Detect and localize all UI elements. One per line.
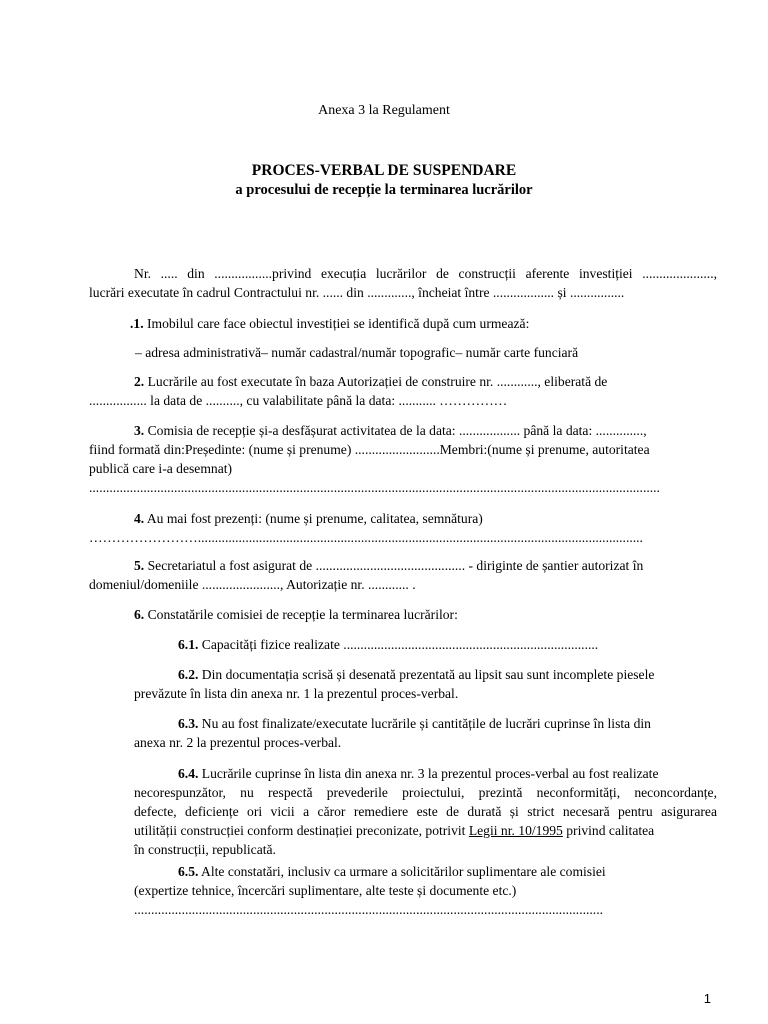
section-6-line <box>89 605 717 624</box>
section-6-3-text-1: Nu au fost finalizate/executate lucrările și cantitățile de lucrări cuprinse în lista din <box>198 716 651 731</box>
section-6-4 <box>134 764 717 859</box>
section-1-text: Imobilul care face obiectul investiției se identifică după cum urmează: <box>143 316 530 331</box>
section-5-text-1: Secretariatul a fost asigurat de ............................................ - diriginte de șantier autorizat în <box>144 558 644 573</box>
section-3 <box>89 421 717 497</box>
section-6-5-line-1 <box>134 862 717 881</box>
section-4-line-2: ……………………................................................................................................................................... <box>89 530 643 545</box>
section-6-1-line <box>134 635 717 654</box>
page-number: 1 <box>703 991 711 1006</box>
section-6-1-text: Capacități fizice realizate ........................................................................... <box>198 637 599 652</box>
section-1 <box>89 314 717 333</box>
section-6-4-text-4b: privind calitatea <box>562 823 655 838</box>
section-6-2-text-1: Din documentația scrisă și desenată prezentată au lipsit sau sunt incomplete piesele <box>198 667 655 682</box>
section-3-line-1 <box>89 421 717 440</box>
section-6-4-line-4 <box>134 821 717 840</box>
section-6-4-number: 6.4. <box>178 766 199 781</box>
section-6-5-number: 6.5. <box>178 864 199 879</box>
section-6-3-line-2: anexa nr. 2 la prezentul proces-verbal. <box>134 735 342 750</box>
intro-paragraph <box>89 264 717 302</box>
section-6-4-line-5: în construcții, republicată. <box>134 842 276 857</box>
section-6-3 <box>134 714 717 752</box>
section-6-number: 6. <box>134 607 145 622</box>
section-4-number: 4. <box>134 511 145 526</box>
section-6-5-line-3: .......................................................................................................................................... <box>134 902 603 917</box>
section-2-line-2: ................. la data de .........., cu valabilitate până la data: ........... …………… <box>89 393 508 408</box>
section-4-text-1: Au mai fost prezenți: (nume și prenume, calitatea, semnătura) <box>144 511 483 526</box>
section-6-4-line-2: necorespunzător, nu respectă prevederile proiectului, prezintă neconformități, neconcordanțe, <box>134 785 717 800</box>
law-link[interactable]: Legii nr. 10/1995 <box>468 823 563 838</box>
section-2-text-1: Lucrările au fost executate în baza Autorizației de construire nr. ............, eliberată de <box>144 374 608 389</box>
section-2-number: 2. <box>134 374 145 389</box>
section-3-line-4: ........................................................................................................................................................................ <box>89 480 660 495</box>
section-6-4-text-1: Lucrările cuprinse în lista din anexa nr. 3 la prezentul proces-verbal au fost realizate <box>198 766 659 781</box>
section-1-details-line: – adresa administrativă– număr cadastral/număr topografic– număr carte funciară <box>135 345 579 360</box>
section-6-2-number: 6.2. <box>178 667 199 682</box>
section-6 <box>89 605 717 624</box>
section-3-line-2: fiind formată din:Președinte: (nume și prenume) .........................Membri:(nume și prenume, autoritatea <box>89 442 650 457</box>
section-6-5-line-2: (expertize tehnice, încercări suplimentare, alte teste și documente etc.) <box>134 883 517 898</box>
section-6-2-line-2: prevăzute în lista din anexa nr. 1 la prezentul proces-verbal. <box>134 686 459 701</box>
section-5-line-1 <box>89 556 717 575</box>
section-5-line-2: domeniul/domeniile ......................., Autorizație nr. ............ . <box>89 577 416 592</box>
section-2 <box>89 372 717 410</box>
section-6-5 <box>134 862 717 919</box>
section-6-text: Constatările comisiei de recepție la terminarea lucrărilor: <box>144 607 458 622</box>
section-6-2-line-1 <box>134 665 717 684</box>
section-5-number: 5. <box>134 558 145 573</box>
intro-line-1: Nr. ..... din .................privind execuția lucrărilor de construcții aferente investiției ....................., <box>134 266 717 281</box>
section-6-4-text-4a: utilității construcției conform destinației preconizate, potrivit <box>134 823 469 838</box>
document-subtitle: a procesului de recepție la terminarea lucrărilor <box>235 182 533 198</box>
intro-line-2: lucrări executate în cadrul Contractului nr. ...... din ............., încheiat între .................. și ................ <box>89 285 625 300</box>
section-6-1-number: 6.1. <box>178 637 199 652</box>
section-6-3-number: 6.3. <box>178 716 199 731</box>
section-1-line <box>89 314 717 333</box>
section-6-5-text-1: Alte constatări, inclusiv ca urmare a solicitărilor suplimentare ale comisiei <box>198 864 606 879</box>
section-3-text-1: Comisia de recepție și-a desfășurat activitatea de la data: .................. până la data: .............., <box>144 423 647 438</box>
annex-label: Anexa 3 la Regulament <box>318 103 450 118</box>
section-3-number: 3. <box>134 423 145 438</box>
section-6-4-line-1 <box>134 764 717 783</box>
section-1-details <box>89 343 717 362</box>
section-6-4-line-3: defecte, deficiențe ori vicii a căror remediere este de durată și strict necesară pentru asigurarea <box>134 804 717 819</box>
document-title: PROCES-VERBAL DE SUSPENDARE <box>251 162 517 179</box>
section-6-2 <box>134 665 717 703</box>
section-6-1 <box>134 635 717 654</box>
section-4 <box>89 509 717 547</box>
section-2-line-1 <box>89 372 717 391</box>
section-3-line-3: publică care i-a desemnat) <box>89 461 233 476</box>
section-1-number: .1. <box>130 316 144 331</box>
section-6-3-line-1 <box>134 714 717 733</box>
section-4-line-1 <box>89 509 717 528</box>
section-5 <box>89 556 717 594</box>
